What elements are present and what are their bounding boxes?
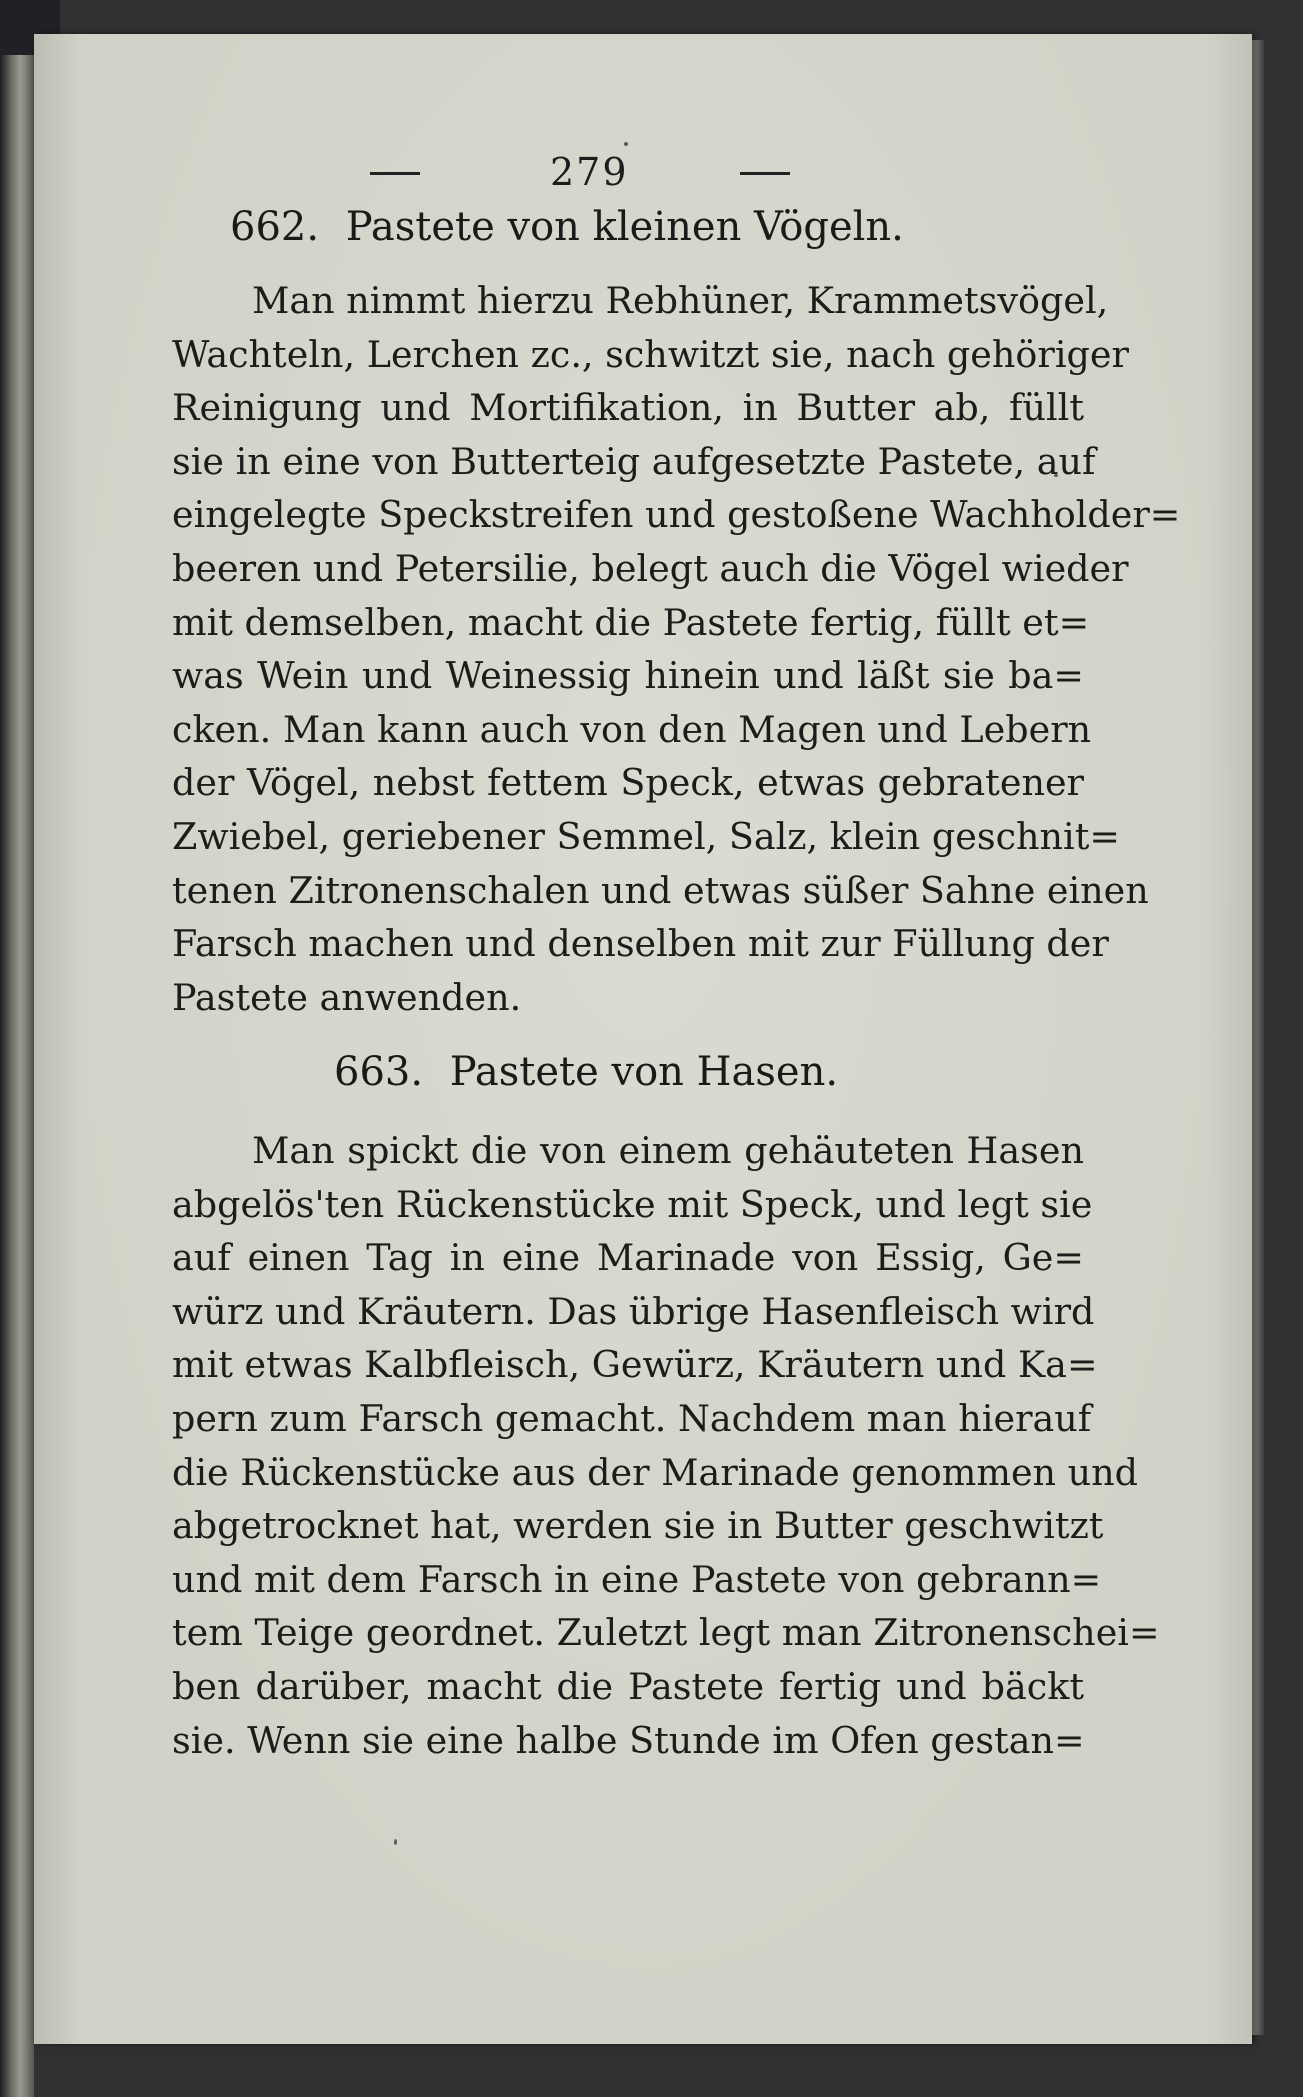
text-line: auf einen Tag in eine Marinade von Essig, Ge= bbox=[172, 1236, 1084, 1280]
header-dash-left bbox=[370, 172, 420, 175]
text-line: der Vögel, nebst fettem Speck, etwas gebratener bbox=[172, 761, 1084, 805]
text-line: würz und Kräutern. Das übrige Hasenfleisch wird bbox=[172, 1289, 1095, 1333]
header-dash-right bbox=[740, 172, 790, 175]
section-title: Pastete von Hasen. bbox=[449, 1049, 839, 1095]
text-line: Farsch machen und denselben mit zur Füllung der bbox=[172, 922, 1109, 966]
text-line: beeren und Petersilie, belegt auch die Vögel wieder bbox=[172, 546, 1129, 590]
text-line: ben darüber, macht die Pastete fertig und bäckt bbox=[172, 1664, 1084, 1708]
page-number: 279 bbox=[550, 150, 629, 194]
text-line: pern zum Farsch gemacht. Nachdem man hierauf bbox=[172, 1396, 1092, 1440]
text-line: abgelös'ten Rückenstücke mit Speck, und legt sie bbox=[172, 1182, 1093, 1226]
text-line: eingelegte Speckstreifen und gestoßene Wachholder= bbox=[172, 493, 1181, 537]
section-number: 662. bbox=[230, 204, 320, 250]
text-line: mit demselben, macht die Pastete fertig, füllt et= bbox=[172, 600, 1090, 644]
text-line: cken. Man kann auch von den Magen und Lebern bbox=[172, 707, 1092, 751]
text-line: was Wein und Weinessig hinein und läßt sie ba= bbox=[172, 654, 1084, 698]
text-line: Man spickt die von einem gehäuteten Hasen bbox=[252, 1129, 1084, 1172]
text-line: und mit dem Farsch in eine Pastete von gebrann= bbox=[172, 1557, 1102, 1601]
text-line: sie in eine von Butterteig aufgesetzte Pastete, auf bbox=[172, 439, 1096, 483]
text-line: Man nimmt hierzu Rebhüner, Krammetsvögel, bbox=[252, 279, 1109, 322]
text-line: Wachteln, Lerchen zc., schwitzt sie, nach gehöriger bbox=[172, 332, 1129, 376]
text-line: Zwiebel, geriebener Semmel, Salz, klein geschnit= bbox=[172, 814, 1120, 858]
paper-fleck bbox=[624, 142, 628, 146]
text-line: Reinigung und Mortifikation, in Butter ab, füllt bbox=[172, 386, 1084, 430]
page-header bbox=[370, 150, 840, 200]
section-heading-663 bbox=[334, 1049, 838, 1095]
book-page bbox=[34, 34, 1252, 2044]
section-number: 663. bbox=[334, 1049, 424, 1095]
text-line: tem Teige geordnet. Zuletzt legt man Zitronenschei= bbox=[172, 1611, 1160, 1655]
text-line: mit etwas Kalbfleisch, Gewürz, Kräutern und Ka= bbox=[172, 1343, 1098, 1387]
text-line: die Rückenstücke aus der Marinade genommen und bbox=[172, 1450, 1139, 1494]
section-body-663 bbox=[172, 1124, 1160, 1767]
book-spine-edge bbox=[0, 55, 34, 2097]
text-line: abgetrocknet hat, werden sie in Butter geschwitzt bbox=[172, 1504, 1104, 1548]
text-line: tenen Zitronenschalen und etwas süßer Sahne einen bbox=[172, 868, 1149, 912]
section-title: Pastete von kleinen Vögeln. bbox=[345, 204, 904, 250]
text-line: Pastete anwenden. bbox=[172, 975, 522, 1019]
paper-fleck bbox=[394, 1839, 397, 1845]
section-heading-662 bbox=[230, 204, 904, 250]
page-edge-shadow bbox=[1252, 40, 1264, 2035]
section-body-662 bbox=[172, 274, 1181, 1024]
text-line: sie. Wenn sie eine halbe Stunde im Ofen gestan= bbox=[172, 1718, 1085, 1762]
